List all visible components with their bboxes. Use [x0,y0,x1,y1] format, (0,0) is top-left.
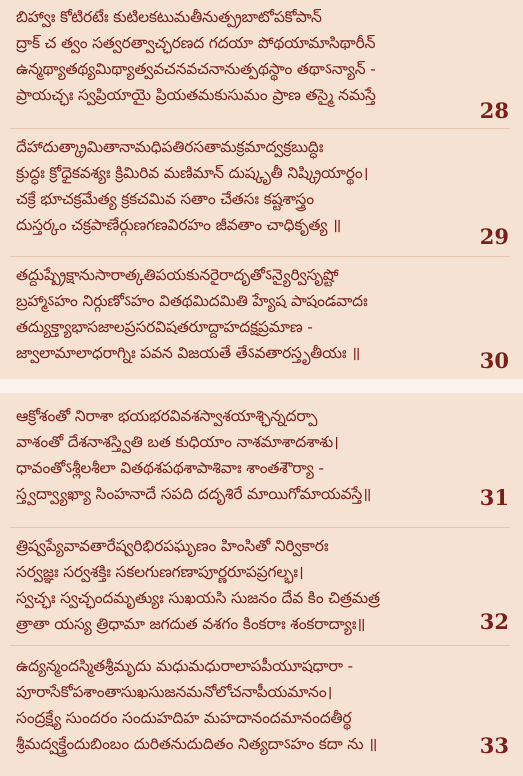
verse-line: స్త్వద్వ్యాఖ్యా సింహనాదే సపది దదృశిరే మాయిగోమాయవస్తే॥ [16,485,372,503]
verse-line: ఆక్రోశంతో నిరాశా భయభరవివశస్వాశయాశ్ఛిన్నదర్పా [16,407,318,425]
verse-line: ఉద్యన్మందస్మితశ్రీమృదు మధుమధురాలాపపీయూషధారా - [16,657,353,675]
verse-line: ఉన్మథ్యాతథ్యమిథ్యాత్వవచనవచనానుత్పథస్థాం తథాऽన్యాన్ - [16,60,376,78]
verse-number: 29 [479,224,509,249]
verse-line: ధావంతోऽశ్లీలశీలా వితథశపథశాపాశివాః శాంతశౌర్యా - [16,459,324,477]
verse-line: సర్వజ్ఞః సర్వశక్తిః సకలగుణగణాపూర్ణరూపప్రగల్భః। [16,563,304,581]
verse-line: దేహాదుత్క్రామితానామధిపతిరసతామక్రమాద్వక్రబుద్ధిః [16,138,324,156]
panel-separator [0,379,523,393]
verse-line: త్రాతా యస్య త్రిధామా జగదుత వశగం కింకరాః శంకరాద్యాః॥ [16,615,366,633]
verse-divider [10,256,510,257]
verse-line: వాశంతో దేశనాశస్త్వితి బత కుధియాం నాశమాశాదశాశు। [16,433,339,451]
verse-line: స్వచ్ఛః స్వచ్ఛందమృత్యుః సుఖయసి సుజనం దేవ కిం చిత్రమత్ర [16,589,380,607]
verse-divider [10,645,510,646]
bottom-panel [0,393,523,776]
verse-line: తద్యుక్త్యాభాసజాలప్రసరవిషతరూద్దాహదక్షప్రమాణ - [16,318,313,336]
verse-line: బిహ్వాః కోటిరటేః కుటిలకటుమతీనుత్ప్రబాటోపకోపాన్ [16,8,322,26]
verse-line: శ్రీమద్వక్త్రేందుబింబం దురితనుదుదితం నిత్యదాऽహం కదా ను ॥ [16,735,378,753]
verse-line: ప్రాయచ్ఛః స్వప్రియాయై ప్రియతమకుసుమం ప్రాణ తస్మై నమస్తే [16,86,376,104]
verse-line: పూరాసేకోపశాంతాసుఖసుజనమనోలోచనాపీయమానం। [16,683,333,701]
top-panel [0,0,523,379]
verse-line: ద్రాక్ చ త్వం సత్వరత్వాచ్ఛరణద గదయా పోథయామాసిథారీన్ [16,34,376,52]
verse-number: 28 [479,98,509,123]
verse-number: 32 [479,609,509,634]
verse-line: త్రిష్వప్యేవావతారేష్వరిభిరపఘృణం హింసితో నిర్వికారః [16,537,329,555]
verse-divider [10,128,510,129]
verse-number: 33 [479,733,509,758]
verse-number: 31 [479,485,509,510]
verse-line: సంద్రక్ష్యే సుందరం సందుహదిహ మహదానందమానందతీర్థ [16,709,352,727]
verse-line: బ్రహ్మాऽహం నిర్గుణోऽహం వితథమిదమితి హ్యేష పాషండవాదః [16,292,368,310]
verse-line: దుస్తర్కం చక్రపాణేర్గుణగణవిరహం జీవతాం చాధికృత్య ॥ [16,216,342,234]
verse-divider [10,527,510,528]
verse-line: క్రుద్ధః క్రోధైకవశ్యః క్రిమిరివ మణిమాన్ దుష్కృతీ నిష్క్రియార్థం। [16,164,369,182]
verse-line: చక్రే భూచక్రమేత్య క్రకచమివ సతాం చేతసః కష్టశాస్త్రం [16,190,314,208]
verse-number: 30 [479,348,509,373]
verse-line: తద్దుష్ప్రేక్షానుసారాత్కతిపయకునరైరాదృతోऽన్యైర్విసృష్టో [16,266,339,284]
verse-line: జ్వాలామాలాధరాగ్నిః పవన విజయతే తేऽవతారస్తృతీయః ॥ [16,344,361,362]
